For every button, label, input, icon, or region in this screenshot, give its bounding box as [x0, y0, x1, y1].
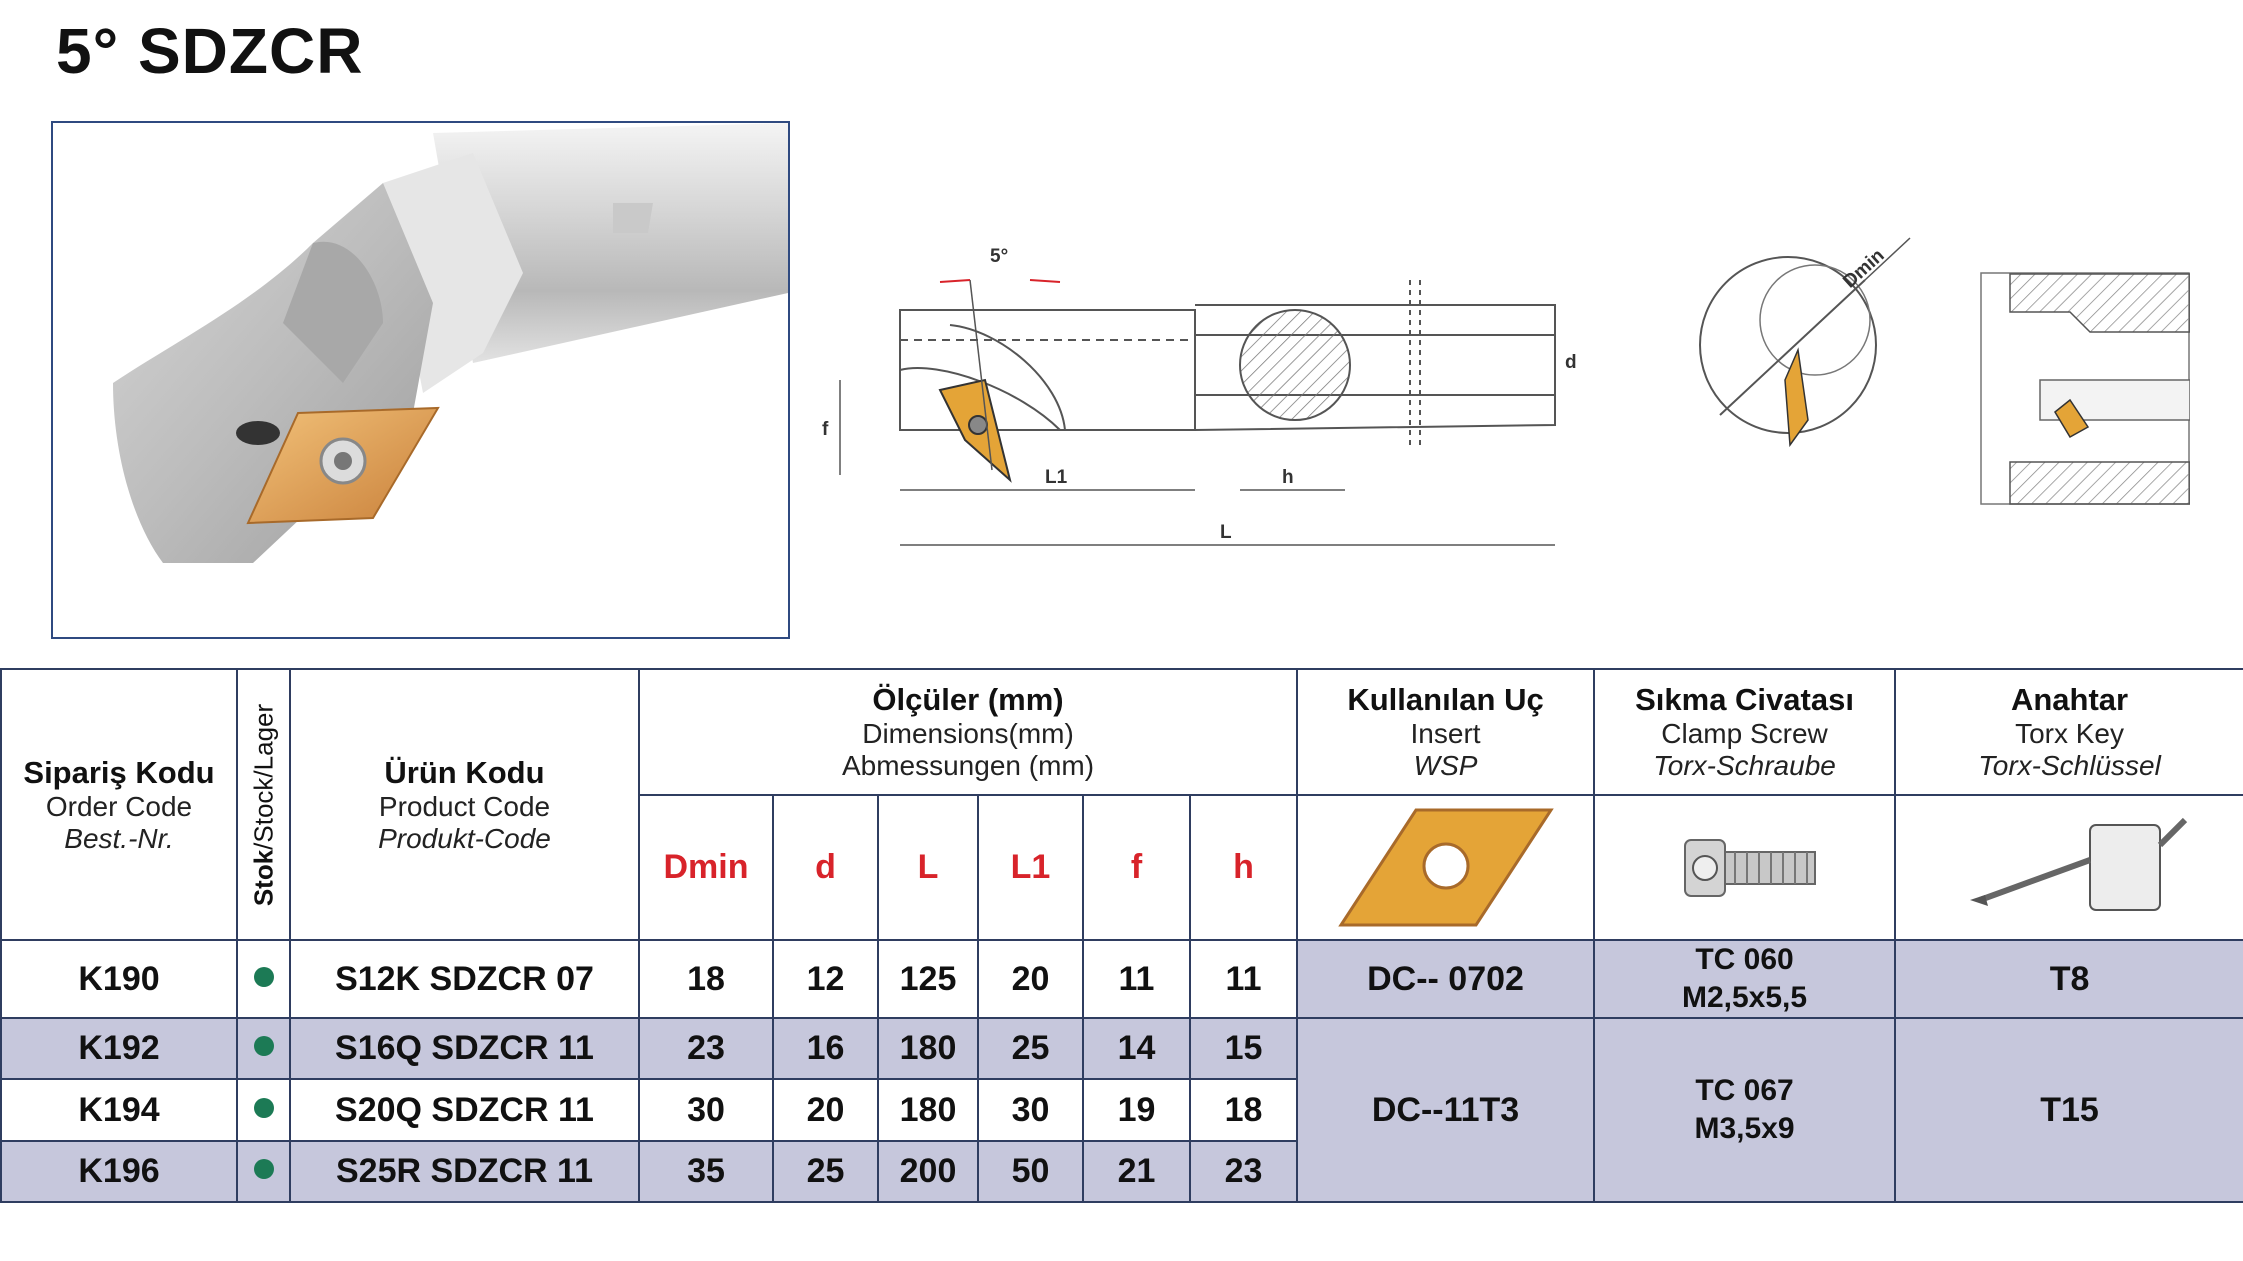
- key-value: T15: [1895, 1018, 2243, 1202]
- dim-header-f: f: [1083, 795, 1190, 940]
- insert-image-cell: [1297, 795, 1594, 940]
- dim-label-d: d: [1565, 352, 1577, 373]
- screw-image-cell: [1594, 795, 1895, 940]
- clamp-screw-header: Sıkma Civatası Clamp Screw Torx-Schraube: [1594, 669, 1895, 795]
- torx-key-header: Anahtar Torx Key Torx-Schlüssel: [1895, 669, 2243, 795]
- bore-section-drawing: [1680, 220, 1920, 460]
- clamp-screw-image: [1645, 796, 1845, 934]
- stock-indicator: [254, 1098, 274, 1118]
- dmin-label: Dmin: [1839, 245, 1889, 293]
- dim-label-l1: L1: [1045, 467, 1068, 488]
- key-value: T8: [1895, 940, 2243, 1018]
- bore-application-drawing: [1980, 272, 2190, 505]
- insert-value: DC--11T3: [1297, 1018, 1594, 1202]
- stock-indicator: [254, 967, 274, 987]
- dim-header-dmin: Dmin: [639, 795, 773, 940]
- dim-header-l: L: [878, 795, 978, 940]
- stock-header: Stok/Stock/Lager: [237, 669, 290, 940]
- dim-label-h: h: [1282, 467, 1294, 488]
- side-view-drawing: [820, 240, 1580, 570]
- screw-value: TC 067 M3,5x9: [1594, 1018, 1895, 1202]
- stock-indicator: [254, 1159, 274, 1179]
- insert-header: Kullanılan Uç Insert WSP: [1297, 669, 1594, 795]
- table-row: K192 S16Q SDZCR 11 23 16 180 25 14 15 DC--11T3 TC 067 M3,5x9 T15: [1, 1018, 2243, 1079]
- screw-value: TC 060 M2,5x5,5: [1594, 940, 1895, 1018]
- key-image-cell: [1895, 795, 2243, 940]
- insert-image: [1326, 796, 1566, 934]
- spec-table: [0, 668, 2243, 1203]
- dimensions-header: Ölçüler (mm) Dimensions(mm) Abmessungen (mm): [639, 669, 1297, 795]
- dim-header-h: h: [1190, 795, 1297, 940]
- dim-label-l: L: [1220, 522, 1232, 543]
- dim-header-l1: L1: [978, 795, 1083, 940]
- product-code-header: Ürün Kodu Product Code Produkt-Code: [290, 669, 639, 940]
- table-row: K194 S20Q SDZCR 11 30 20 180 30 19 18: [1, 1079, 2243, 1141]
- product-photo: [51, 121, 790, 639]
- dim-header-d: d: [773, 795, 878, 940]
- torx-key-image: [1940, 796, 2200, 934]
- bore-section-svg: [1680, 220, 1920, 460]
- bore-application-svg: [1980, 272, 2190, 505]
- stock-indicator: [254, 1036, 274, 1056]
- insert-value: DC-- 0702: [1297, 940, 1594, 1018]
- table-row: K190 S12K SDZCR 07 18 12 125 20 11 11 DC-- 0702 TC 060 M2,5x5,5 T8: [1, 940, 2243, 1018]
- table-row: K196 S25R SDZCR 11 35 25 200 50 21 23: [1, 1141, 2243, 1202]
- boring-bar-image: [53, 123, 788, 637]
- side-view-svg: [820, 240, 1580, 570]
- page-title: 5° SDZCR: [56, 15, 364, 87]
- dim-label-f: f: [822, 419, 829, 440]
- order-code-header: Sipariş Kodu Order Code Best.-Nr.: [1, 669, 237, 940]
- angle-label: 5°: [990, 246, 1009, 267]
